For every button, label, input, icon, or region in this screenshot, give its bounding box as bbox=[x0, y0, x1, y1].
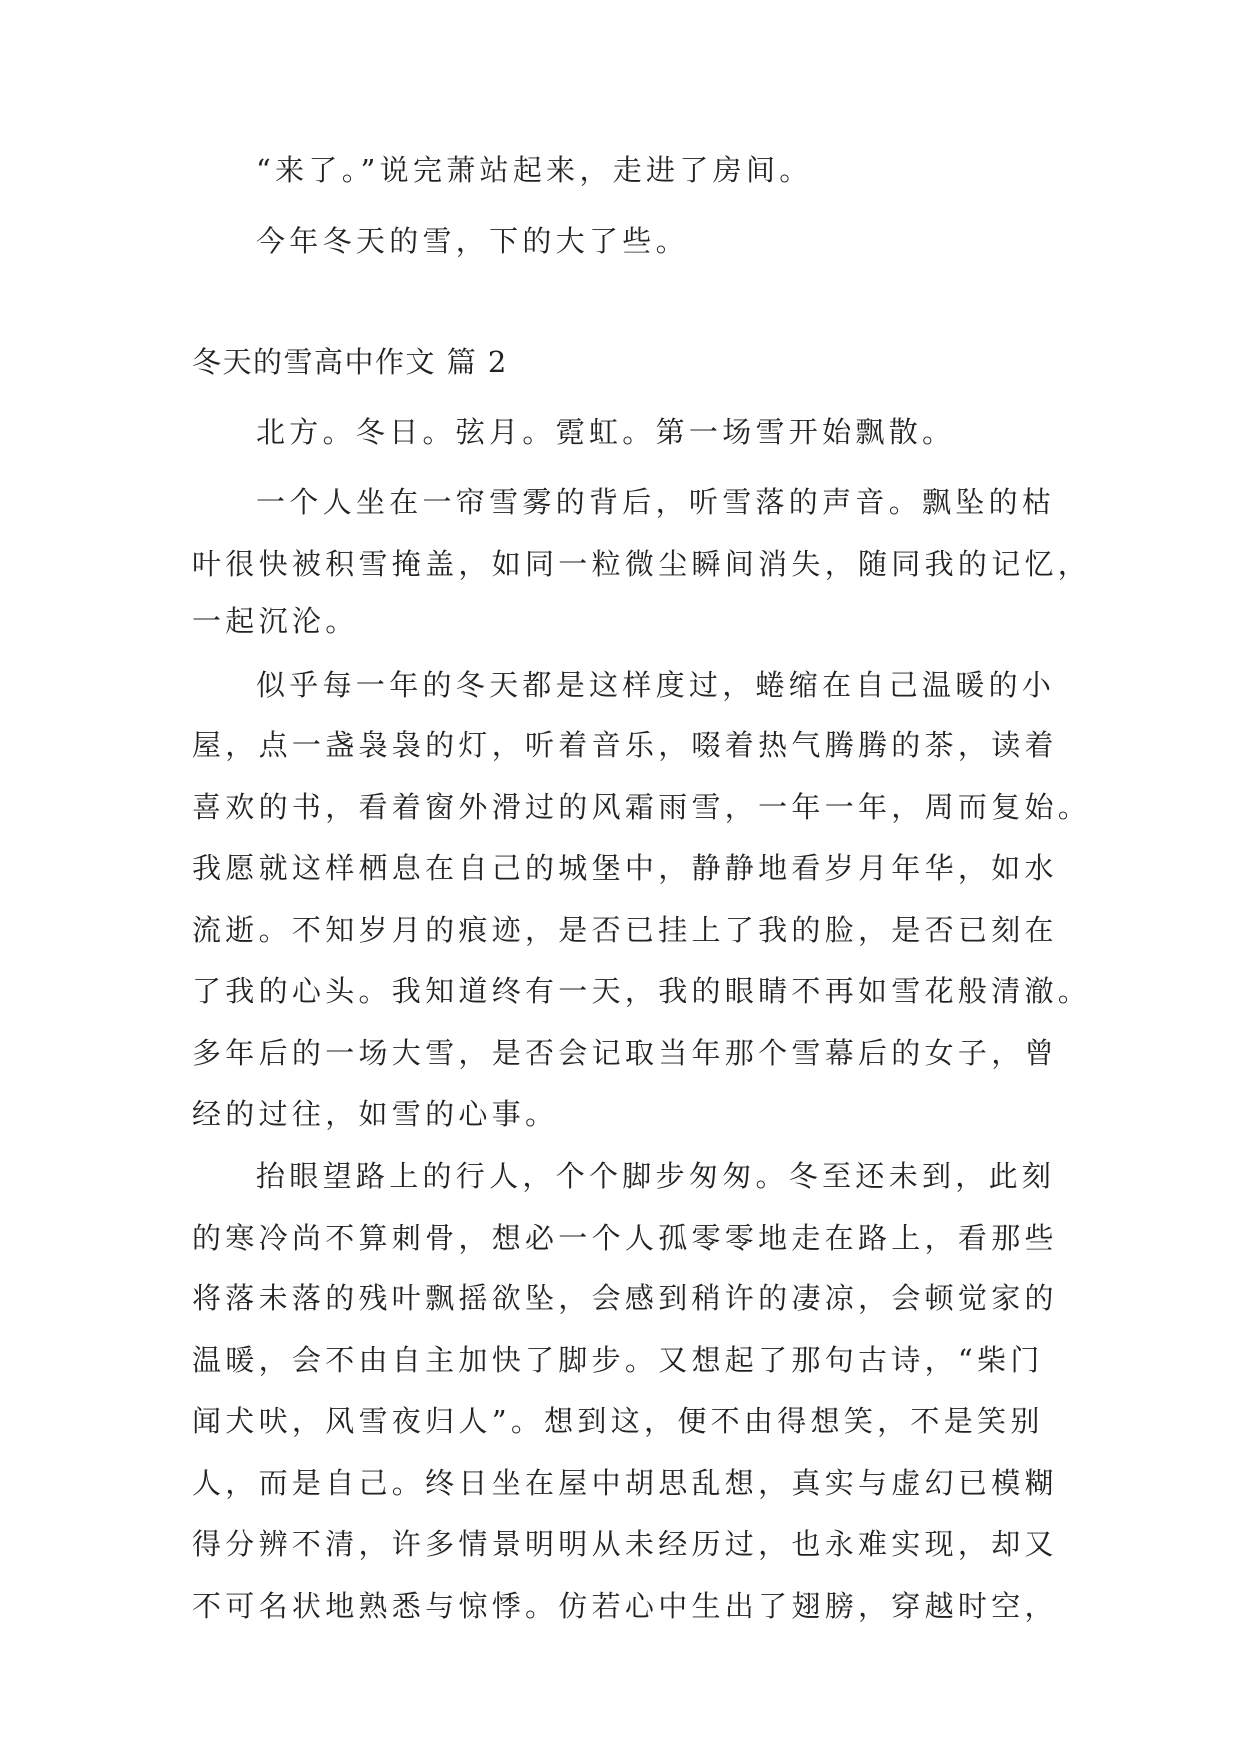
paragraph-line: 流逝。不知岁月的痕迹，是否已挂上了我的脸，是否已刻在 bbox=[192, 913, 1058, 947]
paragraph-line: 屋，点一盏袅袅的灯，听着音乐，啜着热气腾腾的茶，读着 bbox=[192, 728, 1058, 762]
paragraph-line: 的寒冷尚不算刺骨，想必一个人孤零零地走在路上，看那些 bbox=[192, 1221, 1058, 1255]
paragraph-line: 闻犬吠，风雪夜归人”。想到这，便不由得想笑，不是笑别 bbox=[192, 1404, 1044, 1438]
paragraph-line: 喜欢的书，看着窗外滑过的风霜雨雪，一年一年，周而复始。 bbox=[192, 790, 1092, 824]
paragraph-line: 北方。冬日。弦月。霓虹。第一场雪开始飘散。 bbox=[256, 415, 956, 449]
paragraph-line: 我愿就这样栖息在自己的城堡中，静静地看岁月年华，如水 bbox=[192, 851, 1058, 885]
paragraph-line: 经的过往，如雪的心事。 bbox=[192, 1097, 559, 1131]
section-title: 冬天的雪高中作文 篇 2 bbox=[192, 345, 508, 379]
paragraph-line: 将落未落的残叶飘摇欲坠，会感到稍许的凄凉，会顿觉家的 bbox=[192, 1281, 1058, 1315]
paragraph-line: 不可名状地熟悉与惊悸。仿若心中生出了翅膀，穿越时空， bbox=[192, 1589, 1058, 1623]
intro-line-1: “来了。”说完萧站起来，走进了房间。 bbox=[256, 153, 813, 187]
paragraph-line: 温暖，会不由自主加快了脚步。又想起了那句古诗，“柴门 bbox=[192, 1343, 1044, 1377]
paragraph-line: 多年后的一场大雪，是否会记取当年那个雪幕后的女子，曾 bbox=[192, 1036, 1058, 1070]
paragraph-line: 似乎每一年的冬天都是这样度过，蜷缩在自己温暖的小 bbox=[256, 668, 1056, 702]
paragraph-line: 一起沉沦。 bbox=[192, 604, 359, 638]
paragraph-line: 叶很快被积雪掩盖，如同一粒微尘瞬间消失，随同我的记忆， bbox=[192, 547, 1092, 581]
intro-line-2: 今年冬天的雪，下的大了些。 bbox=[256, 224, 689, 258]
paragraph-line: 了我的心头。我知道终有一天，我的眼睛不再如雪花般清澈。 bbox=[192, 974, 1092, 1008]
paragraph-line: 人，而是自己。终日坐在屋中胡思乱想，真实与虚幻已模糊 bbox=[192, 1466, 1058, 1500]
paragraph-line: 得分辨不清，许多情景明明从未经历过，也永难实现，却又 bbox=[192, 1527, 1058, 1561]
paragraph-line: 抬眼望路上的行人，个个脚步匆匆。冬至还未到，此刻 bbox=[256, 1159, 1056, 1193]
paragraph-line: 一个人坐在一帘雪雾的背后，听雪落的声音。飘坠的枯 bbox=[256, 485, 1056, 519]
